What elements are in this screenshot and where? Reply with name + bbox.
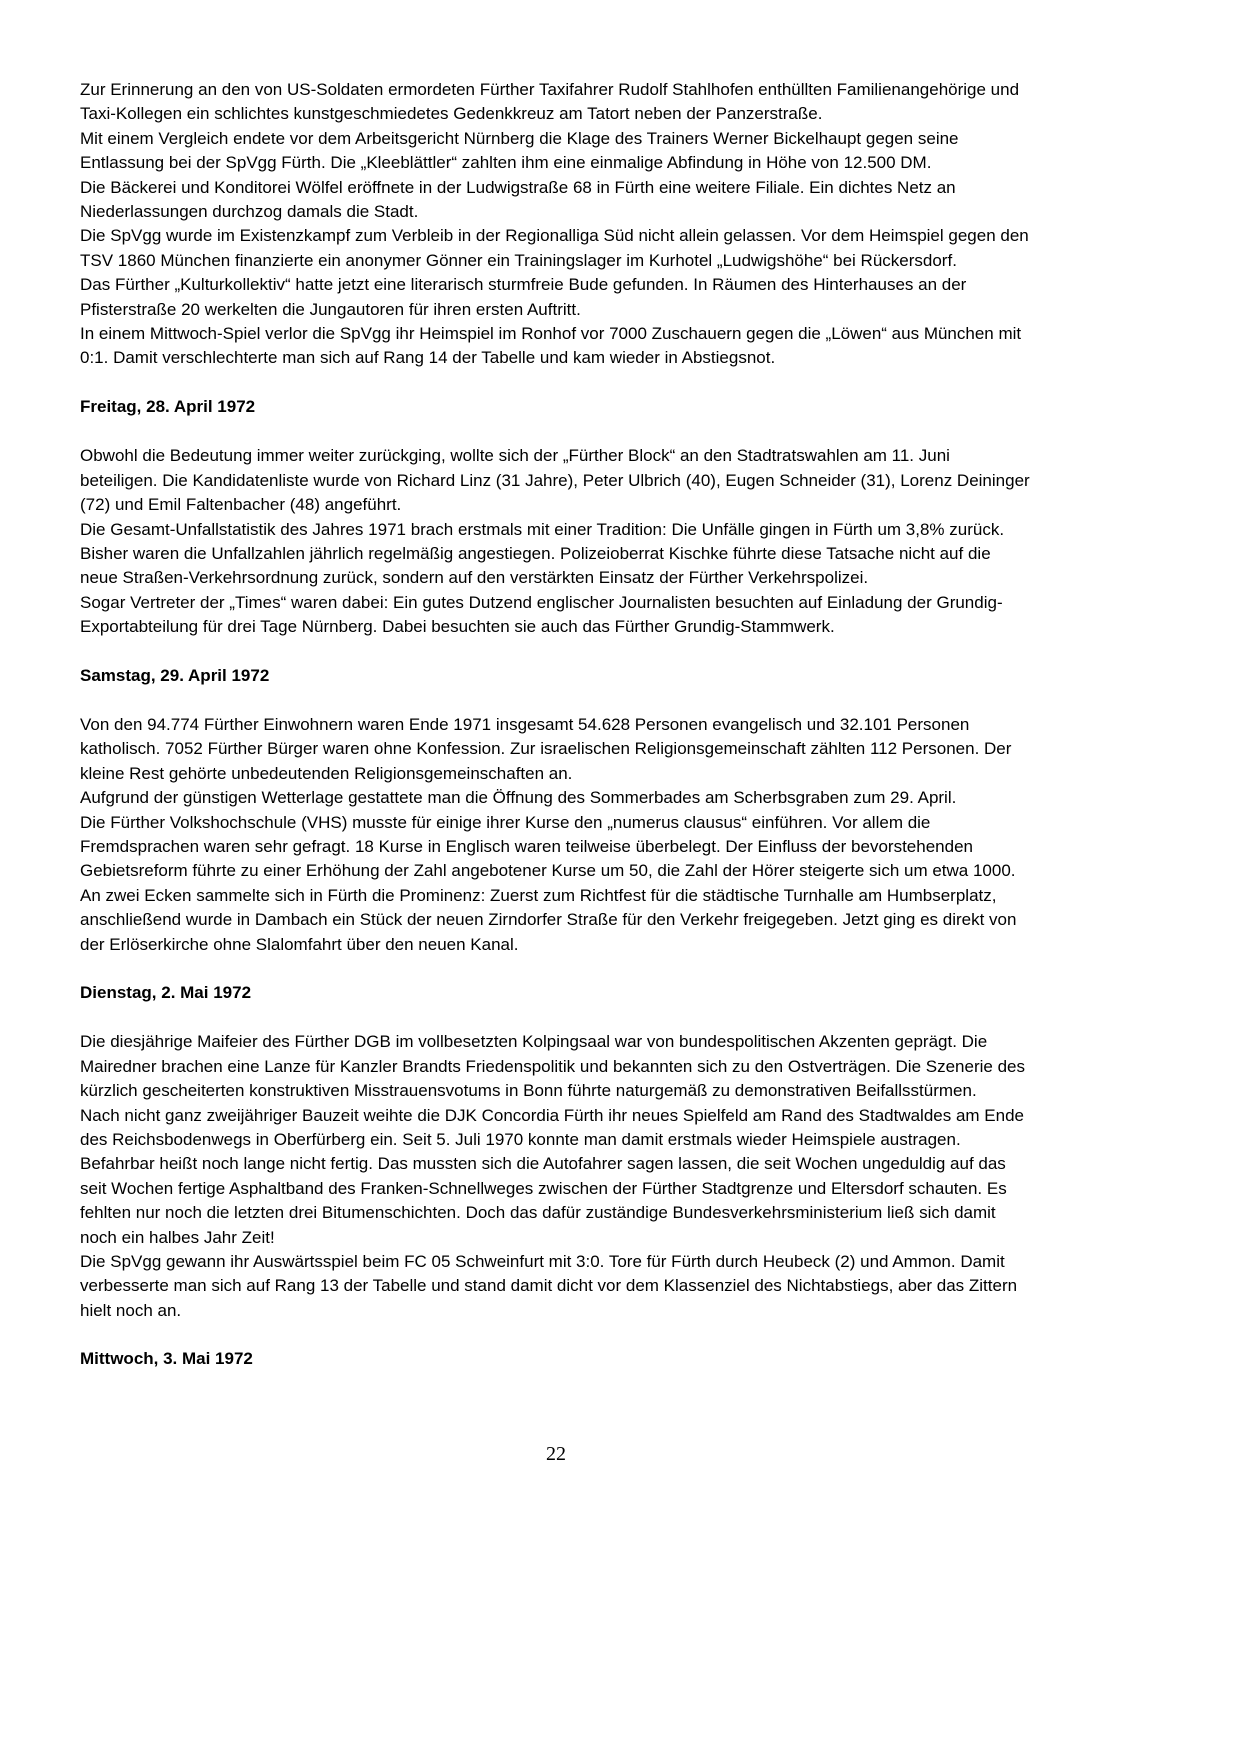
- page-number: 22: [546, 1442, 566, 1465]
- paragraph: Obwohl die Bedeutung immer weiter zurückging, wollte sich der „Fürther Block“ an den Stadtratswahlen am 11. Juni beteiligen. Die Kandidatenliste wurde von Richard Linz (31 Jahre), Peter Ulbrich (40), Eugen Schneider (31), Lorenz Deininger (72) und Emil Faltenbacher (48) angeführt.: [80, 446, 1030, 515]
- date-heading-dienstag-2-mai-1972: Dienstag, 2. Mai 1972: [80, 983, 252, 1002]
- paragraph: An zwei Ecken sammelte sich in Fürth die Prominenz: Zuerst zum Richtfest für die städtische Turnhalle am Humbserplatz, anschließend wurde in Dambach ein Stück der neuen Zirndorfer Straße für den Verkehr freigegeben. Jetzt ging es direkt von der Erlöserkirche ohne Slalomfahrt über den neuen Kanal.: [80, 885, 1017, 954]
- paragraph: Befahrbar heißt noch lange nicht fertig. Das mussten sich die Autofahrer sagen lassen, die seit Wochen ungeduldig auf das seit Wochen fertige Asphaltband des Franken-Schnellweges zwischen der Fürther Stadtgrenze und Eltersdorf schauten. Es fehlten nur noch die letzten drei Bitumenschichten. Doch das dafür zuständige Bundesverkehrsministerium ließ sich damit noch ein halbes Jahr Zeit!: [80, 1154, 1007, 1247]
- date-heading-mittwoch-3-mai-1972: Mittwoch, 3. Mai 1972: [80, 1349, 253, 1369]
- paragraph: Die Gesamt-Unfallstatistik des Jahres 1971 brach erstmals mit einer Tradition: Die Unfälle gingen in Fürth um 3,8% zurück. Bisher waren die Unfallzahlen jährlich regelmäßig angestiegen. Polizeioberrat Kischke führte diese Tatsache nicht auf die neue Straßen-Verkehrsordnung zurück, sondern auf den verstärkten Einsatz der Fürther Verkehrspolizei.: [80, 519, 1005, 588]
- paragraph: Die SpVgg wurde im Existenzkampf zum Verbleib in der Regionalliga Süd nicht allein gelassen. Vor dem Heimspiel gegen den TSV 1860 München finanzierte ein anonymer Gönner ein Trainingslager im Kurhotel „Ludwigshöhe“ bei Rückersdorf.: [80, 226, 1029, 270]
- paragraph: Das Fürther „Kulturkollektiv“ hatte jetzt eine literarisch sturmfreie Bude gefunden. In Räumen des Hinterhauses an der Pfisterstraße 20 werkelten die Jungautoren für ihren ersten Auftritt.: [80, 275, 967, 319]
- date-heading-samstag-29-april-1972: Samstag, 29. April 1972: [80, 665, 270, 685]
- paragraph: Mit einem Vergleich endete vor dem Arbeitsgericht Nürnberg die Klage des Trainers Werner Bickelhaupt gegen seine Entlassung bei der SpVgg Fürth. Die „Kleeblättler“ zahlten ihm eine einmalige Abfindung in Höhe von 12.500 DM.: [80, 128, 959, 173]
- date-heading-freitag-28-april-1972: Freitag, 28. April 1972: [80, 396, 256, 416]
- paragraph: Von den 94.774 Fürther Einwohnern waren Ende 1971 insgesamt 54.628 Personen evangelisch und 32.101 Personen katholisch. 7052 Fürther Bürger waren ohne Konfession. Zur israelischen Religionsgemeinschaft zählten 112 Personen. Der kleine Rest gehörte unbedeutenden Religionsgemeinschaften an.: [80, 714, 1012, 783]
- paragraph: In einem Mittwoch-Spiel verlor die SpVgg ihr Heimspiel im Ronhof vor 7000 Zuschauern gegen die „Löwen“ aus München mit 0:1. Damit verschlechterte man sich auf Rang 14 der Tabelle und kam wieder in Abstiegsnot.: [80, 324, 1022, 368]
- paragraph: Sogar Vertreter der „Times“ waren dabei: Ein gutes Dutzend englischer Journalisten besuchten auf Einladung der Grundig-Exportabteilung für drei Tage Nürnberg. Dabei besuchten sie auch das Fürther Grundig-Stammwerk.: [80, 592, 1003, 637]
- paragraph: Die SpVgg gewann ihr Auswärtsspiel beim FC 05 Schweinfurt mit 3:0. Tore für Fürth durch Heubeck (2) und Ammon. Damit verbesserte man sich auf Rang 13 der Tabelle und stand damit dicht vor dem Klassenziel des Nichtabstiegs, aber das Zittern hielt noch an.: [80, 1252, 1018, 1320]
- paragraph: Aufgrund der günstigen Wetterlage gestattete man die Öffnung des Sommerbades am Scherbsgraben zum 29. April.: [80, 788, 957, 808]
- paragraph: Nach nicht ganz zweijähriger Bauzeit weihte die DJK Concordia Fürth ihr neues Spielfeld am Rand des Stadtwaldes am Ende des Reichsbodenwegs in Oberfürberg ein. Seit 5. Juli 1970 konnte man damit erstmals wieder Heimspiele austragen.: [80, 1105, 1025, 1150]
- paragraph: Zur Erinnerung an den von US-Soldaten ermordeten Fürther Taxifahrer Rudolf Stahlhofen enthüllten Familienangehörige und Taxi-Kollegen ein schlichtes kunstgeschmiedetes Gedenkkreuz am Tatort neben der Panzerstraße.: [80, 80, 1020, 124]
- document-content: [80, 78, 1032, 1466]
- paragraph: Die diesjährige Maifeier des Fürther DGB im vollbesetzten Kolpingsaal war von bundespolitischen Akzenten geprägt. Die Mairedner brachen eine Lanze für Kanzler Brandts Friedenspolitik und bekannten sich zu den Ostverträgen. Die Szenerie des kürzlich gescheiterten konstruktiven Misstrauensvotums in Bonn führte naturgemäß zu demonstrativen Beifallsstürmen.: [80, 1032, 1025, 1101]
- paragraph: Die Bäckerei und Konditorei Wölfel eröffnete in der Ludwigstraße 68 in Fürth eine weitere Filiale. Ein dichtes Netz an Niederlassungen durchzog damals die Stadt.: [80, 177, 956, 222]
- paragraph: Die Fürther Volkshochschule (VHS) musste für einige ihrer Kurse den „numerus clausus“ einführen. Vor allem die Fremdsprachen waren sehr gefragt. 18 Kurse in Englisch waren teilweise überbelegt. Der Einfluss der bevorstehenden Gebietsreform führte zu einer Erhöhung der Zahl angebotener Kurse um 50, die Zahl der Hörer steigerte sich um etwa 1000.: [80, 812, 1016, 881]
